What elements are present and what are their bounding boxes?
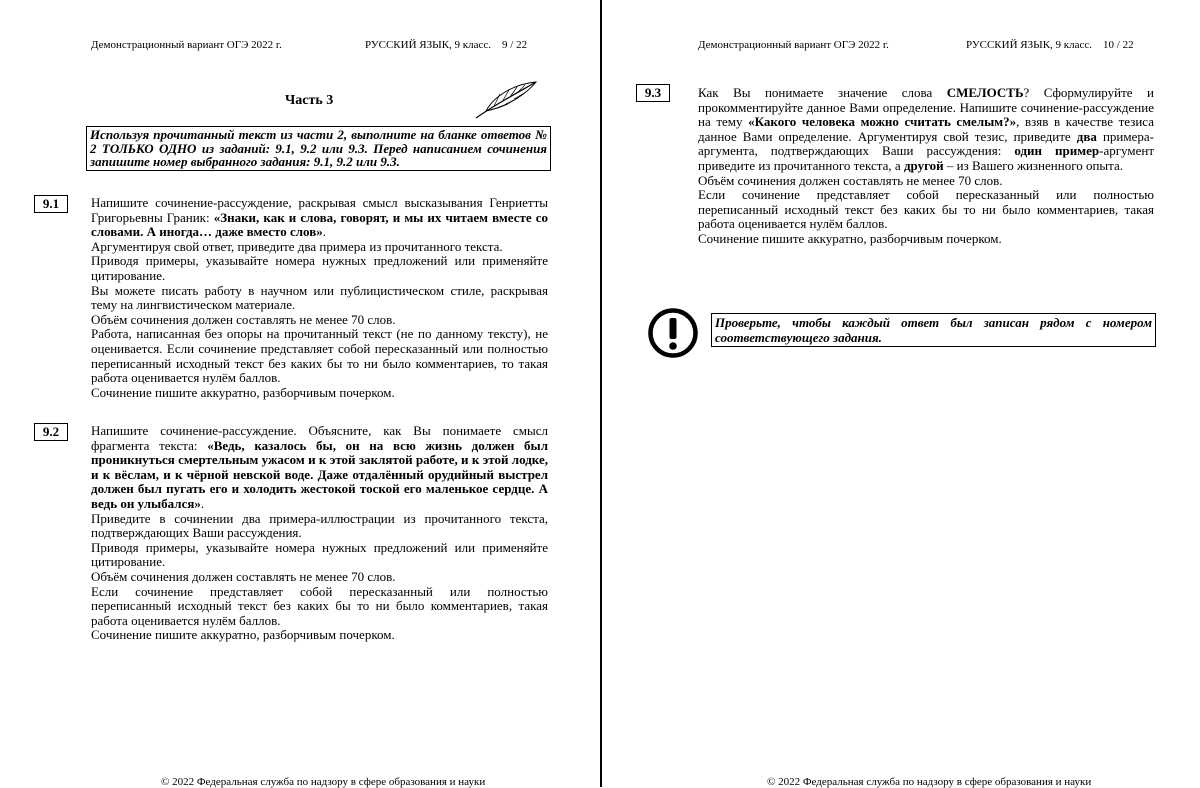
q93-paragraph: Сочинение пишите аккуратно, разборчивым почерком. [698,230,1002,246]
q91-paragraph: Вы можете писать работу в научном или публицистическом стиле, раскрывая тему на лингвистическом материале. [91,282,548,313]
q92-paragraph: Приведите в сочинении два примера-иллюстрации из прочитанного текста, подтверждающих Ваши рассуждения. [91,510,548,541]
question-9-3-text [698,86,1154,247]
q92-paragraph: Если сочинение представляет собой пересказанный или полностью переписанный исходный текст без каких бы то ни было комментариев, такая работа оценивается нулём баллов. [91,583,548,628]
header-left: Демонстрационный вариант ОГЭ 2022 г. [698,39,889,51]
q91-paragraph: Приводя примеры, указывайте номера нужных предложений или применяйте цитирование. [91,253,548,283]
quill-icon [470,78,540,120]
question-9-2-text [91,424,548,643]
q92-paragraph: Приводя примеры, указывайте номера нужных предложений или применяйте цитирование. [91,539,548,570]
left-page [0,0,600,787]
q92-paragraph: Сочинение пишите аккуратно, разборчивым почерком. [91,627,395,643]
q91-paragraph: Сочинение пишите аккуратно, разборчивым почерком. [91,384,395,400]
header-right: РУССКИЙ ЯЗЫК, 9 класс. 9 / 22 [365,39,528,51]
exclamation-circle-icon [647,307,699,359]
question-number-9-1: 9.1 [34,195,68,213]
q93-paragraph: Если сочинение представляет собой пересказанный или полностью переписанный исходный текст без каких бы то ни было комментариев, такая работа оценивается нулём баллов. [698,187,1154,232]
instruction-box: Используя прочитанный текст из части 2, выполните на бланке ответов № 2 ТОЛЬКО ОДНО из заданий: 9.1, 9.2 или 9.3. Перед написанием сочинения запишите номер выбранного задания: 9.1, 9.2 или 9.3. [86,126,551,171]
footer: © 2022 Федеральная служба по надзору в сфере образования и науки [767,776,1092,788]
q92-quote: «Ведь, казалось бы, он на всю жизнь должен был проникнуться смертельным ужасом и к этой заклятой работе, и к этой лодке, и к вёслам, и к чёрной невской воде. Даже отдалённый орудийный выстрел должен был пугать его и холодить жестокой тоской его маленькое сердце. А ведь он улыбался» [91,437,548,511]
q91-paragraph: Объём сочинения должен составлять не менее 70 слов. [91,311,396,327]
warning-box: Проверьте, чтобы каждый ответ был записан рядом с номером соответствующего задания. [711,313,1156,347]
q91-paragraph: Работа, написанная без опоры на прочитанный текст (не по данному тексту), не оценивается. Если сочинение представляет собой пересказанный или полностью переписанный исходный текст без каких бы то ни было комментариев, то такая работа оценивается нулём баллов. [91,326,548,386]
question-number-9-2: 9.2 [34,423,68,441]
right-page [602,0,1200,787]
q91-paragraph: Аргументируя свой ответ, приведите два примера из прочитанного текста. [91,238,503,254]
q93-paragraph: Объём сочинения должен составлять не менее 70 слов. [698,172,1003,188]
q91-intro: Напишите сочинение-рассуждение, раскрывая смысл высказывания Генриетты Григорьевны Граник: «Знаки, как и слова, говорят, и мы их читаем вместе со словами. А иногда… даже вместо слов». [91,195,549,240]
header-left: Демонстрационный вариант ОГЭ 2022 г. [91,39,282,51]
footer: © 2022 Федеральная служба по надзору в сфере образования и науки [161,776,486,788]
q93-intro: Как Вы понимаете значение слова СМЕЛОСТЬ? Сформулируйте и прокомментируйте данное Вами определение. Напишите сочинение-рассуждение на тему «Какого человека можно считать смелым?», взяв в качестве тезиса данное Вами определение. Аргументируя свой тезис, приведите два примера-аргумента, подтверждающих Ваши рассуждения: один пример-аргумент приведите из прочитанного текста, а другой – из Вашего жизненного опыта. [698,85,1155,173]
header-right: РУССКИЙ ЯЗЫК, 9 класс. 10 / 22 [966,39,1134,51]
part-title: Часть 3 [285,93,334,108]
question-number-9-3: 9.3 [636,84,670,102]
q91-quote: «Знаки, как и слова, говорят, и мы их читаем вместе со словами. А иногда… даже вместо слов» [91,209,549,240]
q92-intro: Напишите сочинение-рассуждение. Объясните, как Вы понимаете смысл фрагмента текста: «Ведь, казалось бы, он на всю жизнь должен был проникнуться смертельным ужасом и к этой заклятой работе, и к этой лодке, и к вёслам, и к чёрной невской воде. Даже отдалённый орудийный выстрел должен был пугать его и холодить жестокой тоской его маленькое сердце. А ведь он улыбался». [91,423,548,511]
question-9-1-text [91,196,548,400]
q92-paragraph: Объём сочинения должен составлять не менее 70 слов. [91,568,396,584]
